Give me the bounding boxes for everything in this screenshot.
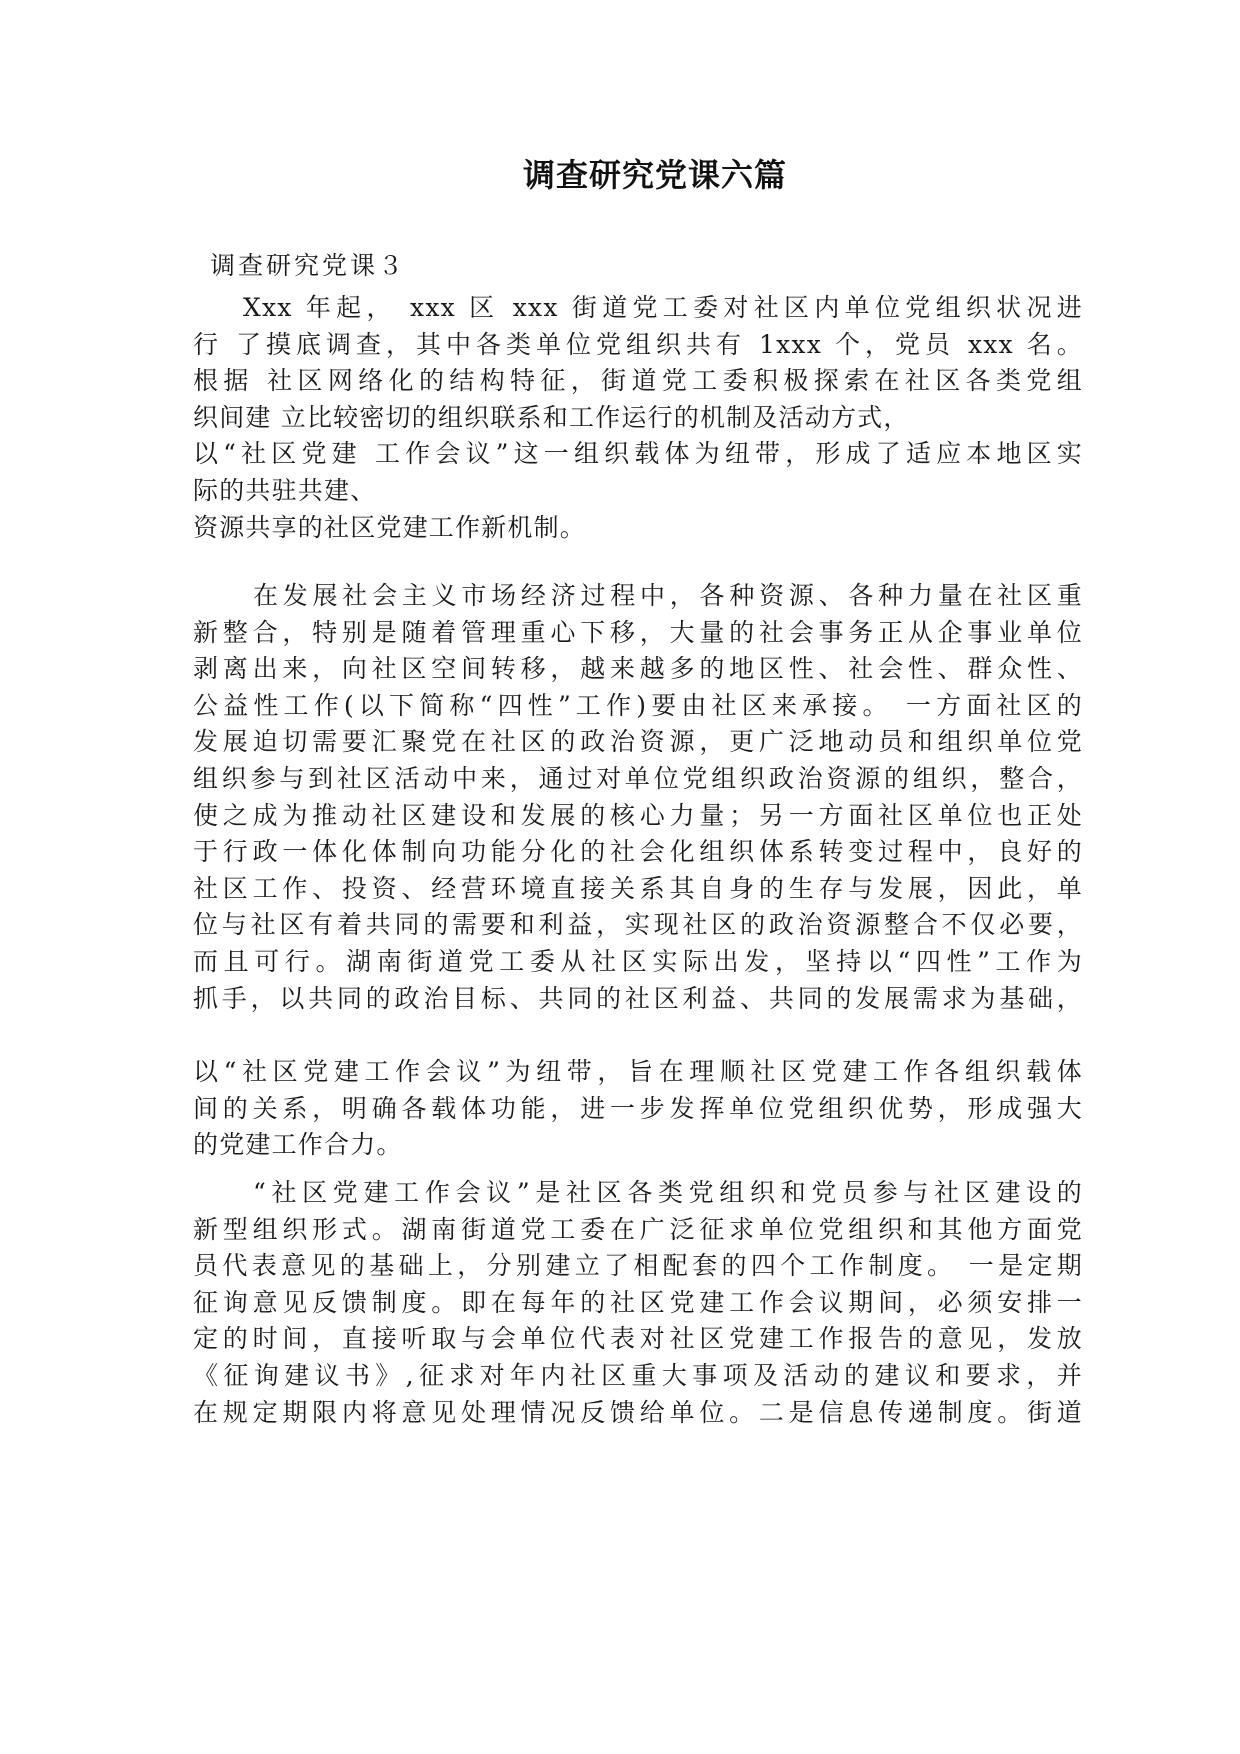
paragraph-line: 以“社区党建工作会议”为纽带，旨在理顺社区党建工作各组织载体	[193, 1057, 1083, 1086]
paragraph-line: 位与社区有着共同的需要和利益，实现社区的政治资源整合不仅必要，	[193, 910, 1083, 940]
paragraph-line: 行 了摸底调查，其中各类单位党组织共有 1xxx 个，党员 xxx 名。	[193, 329, 1083, 359]
paragraph-2	[193, 578, 1083, 1017]
paragraph-line: Xxx 年起， xxx 区 xxx 街道党工委对社区内单位党组织状况进	[243, 293, 1083, 322]
paragraph-line: 剥离出来，向社区空间转移，越来越多的地区性、社会性、群众性、	[193, 654, 1083, 684]
paragraph-line: 征询意见反馈制度。即在每年的社区党建工作会议期间，必须安排一	[193, 1287, 1083, 1317]
paragraph-4	[193, 1175, 1083, 1431]
paragraph-line: 社区工作、投资、经营环境直接关系其自身的生存与发展，因此，单	[193, 873, 1083, 903]
paragraph-line: 于行政一体化体制向功能分化的社会化组织体系转变过程中，良好的	[193, 837, 1083, 867]
document-title: 调查研究党课六篇	[522, 156, 787, 194]
paragraph-line: 使之成为推动社区建设和发展的核心力量；另一方面社区单位也正处	[193, 800, 1083, 830]
paragraph-line: 以“社区党建 工作会议”这一组织载体为纽带，形成了适应本地区实	[193, 439, 1083, 469]
section-heading: 调查研究党课３	[210, 251, 407, 280]
paragraph-line: 的党建工作合力。	[193, 1130, 403, 1160]
paragraph-line: “社区党建工作会议”是社区各类党组织和党员参与社区建设的	[253, 1178, 1083, 1207]
paragraph-line: 发展迫切需要汇聚党在社区的政治资源，更广泛地动员和组织单位党	[193, 727, 1083, 757]
paragraph-line: 根据 社区网络化的结构特征，街道党工委积极探索在社区各类党组	[193, 366, 1083, 396]
paragraph-3	[193, 1054, 1083, 1164]
paragraph-line: 资源共享的社区党建工作新机制。	[193, 512, 587, 542]
paragraph-1	[193, 290, 1083, 546]
paragraph-line: 定的时间，直接听取与会单位代表对社区党建工作报告的意见，发放	[193, 1324, 1083, 1354]
paragraph-line: 际的共驻共建、	[193, 475, 377, 505]
paragraph-line: 在发展社会主义市场经济过程中，各种资源、各种力量在社区重	[253, 581, 1083, 610]
paragraph-line: 织间建 立比较密切的组织联系和工作运行的机制及活动方式，	[193, 402, 910, 432]
paragraph-line: 新型组织形式。湖南街道党工委在广泛征求单位党组织和其他方面党	[193, 1214, 1083, 1244]
paragraph-line: 在规定期限内将意见处理情况反馈给单位。二是信息传递制度。街道	[193, 1397, 1083, 1427]
paragraph-line: 而且可行。湖南街道党工委从社区实际出发，坚持以“四性”工作为	[193, 946, 1083, 976]
paragraph-line: 组织参与到社区活动中来，通过对单位党组织政治资源的组织，整合，	[193, 763, 1083, 793]
paragraph-line: 公益性工作(以下简称“四性”工作)要由社区来承接。 一方面社区的	[193, 690, 1083, 720]
paragraph-line: 《征询建议书》,征求对年内社区重大事项及活动的建议和要求，并	[193, 1360, 1083, 1390]
paragraph-line: 间的关系，明确各载体功能，进一步发挥单位党组织优势，形成强大	[193, 1093, 1083, 1123]
paragraph-line: 抓手，以共同的政治目标、共同的社区利益、共同的发展需求为基础，	[193, 983, 1083, 1013]
paragraph-line: 新整合，特别是随着管理重心下移，大量的社会事务正从企事业单位	[193, 617, 1083, 647]
paragraph-line: 员代表意见的基础上，分别建立了相配套的四个工作制度。 一是定期	[193, 1251, 1083, 1281]
